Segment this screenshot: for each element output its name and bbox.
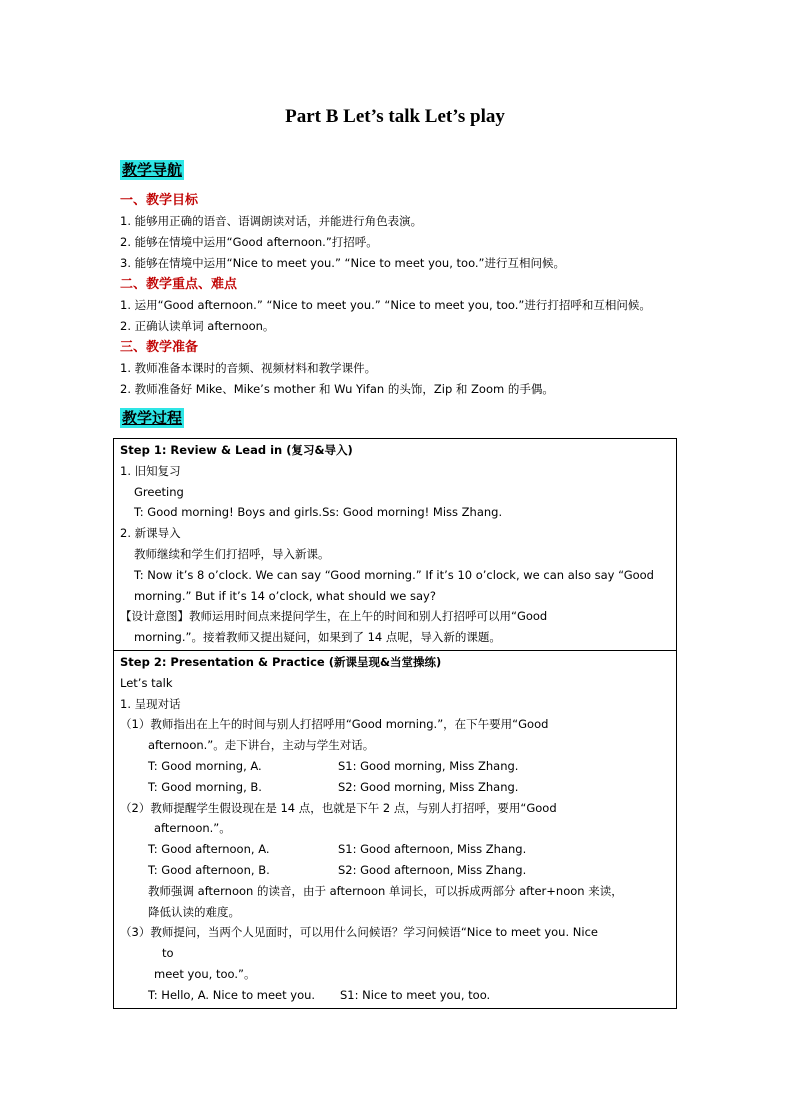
dialog-line: T: Good afternoon, B. S2: Good afternoon, Miss Zhang. <box>148 862 527 877</box>
nav-heading: 教学导航 <box>122 161 183 179</box>
goals-section <box>120 190 680 400</box>
step1-dialog1: T: Good morning! Boys and girls.Ss: Good morning! Miss Zhang. <box>134 505 503 520</box>
step2-p2c: 教师强调 afternoon 的读音，由于 afternoon 单词长，可以拆成两部分 after+noon 来读， <box>148 883 623 898</box>
goal-item: 1. 能够用正确的语音、语调朗读对话，并能进行角色表演。 <box>120 214 423 228</box>
process-heading: 教学过程 <box>122 409 183 427</box>
step1-sub1: 1. 旧知复习 <box>120 463 181 478</box>
dialog-line: T: Good morning, B. S2: Good morning, Miss Zhang. <box>148 779 519 794</box>
step1-intro: 教师继续和学生们打招呼，导入新课。 <box>134 546 330 561</box>
step2-cell <box>114 650 677 1008</box>
step2-p2a: （2）教师提醒学生假设现在是 14 点，也就是下午 2 点，与别人打招呼，要用“Good <box>120 800 557 815</box>
step1-dialog2a: T: Now it’s 8 o’clock. We can say “Good morning.” If it’s 10 o’clock, we can also say “Good <box>134 567 654 582</box>
step1-design-a: 【设计意图】教师运用时间点来提问学生，在上午的时间和别人打招呼可以用“Good <box>120 609 548 624</box>
preparation-item: 1. 教师准备本课时的音频、视频材料和教学课件。 <box>120 361 377 375</box>
process-table <box>113 438 677 1009</box>
step2-p2d: 降低认读的难度。 <box>148 904 240 919</box>
page-title: Part B Let’s talk Let’s play <box>285 106 505 127</box>
step2-p1b: afternoon.”。走下讲台，主动与学生对话。 <box>148 738 375 753</box>
preparation-item: 2. 教师准备好 Mike、Mike’s mother 和 Wu Yifan 的头饰，Zip 和 Zoom 的手偶。 <box>120 382 554 396</box>
key-points-heading: 二、教学重点、难点 <box>120 277 238 292</box>
table-row <box>114 650 677 1008</box>
goals-heading: 一、教学目标 <box>120 193 199 208</box>
step2-p3b: to <box>162 946 174 961</box>
step2-p3c: meet you, too.”。 <box>154 966 256 981</box>
step2-p2b: afternoon.”。 <box>154 821 231 836</box>
step1-heading: Step 1: Review & Lead in (复习&导入) <box>120 443 353 457</box>
dialog-line: T: Good afternoon, A. S1: Good afternoon, Miss Zhang. <box>148 842 527 857</box>
preparation-heading: 三、教学准备 <box>120 340 199 355</box>
table-row <box>114 439 677 651</box>
step2-sub1: 1. 呈现对话 <box>120 696 181 711</box>
step2-heading: Step 2: Presentation & Practice (新课呈现&当堂操练) <box>120 654 442 669</box>
dialog-line: T: Good morning, A. S1: Good morning, Miss Zhang. <box>148 758 519 773</box>
step2-p1a: （1）教师指出在上午的时间与别人打招呼用“Good morning.”，在下午要用“Good <box>120 717 549 732</box>
step1-design-b: morning.”。接着教师又提出疑问，如果到了 14 点呢，导入新的课题。 <box>134 630 501 645</box>
goal-item: 3. 能够在情境中运用“Nice to meet you.” “Nice to meet you, too.”进行互相问候。 <box>120 256 566 270</box>
step1-dialog2b: morning.” But if it’s 14 o’clock, what should we say? <box>134 588 436 603</box>
goal-item: 2. 能够在情境中运用“Good afternoon.”打招呼。 <box>120 235 378 249</box>
step2-p3a: （3）教师提问，当两个人见面时，可以用什么问候语？学习问候语“Nice to meet you. Nice <box>120 925 598 940</box>
step2-lets-talk: Let’s talk <box>120 675 173 690</box>
step1-sub2: 2. 新课导入 <box>120 526 181 541</box>
dialog-line: T: Hello, A. Nice to meet you. S1: Nice to meet you, too. <box>148 987 491 1002</box>
key-point-item: 2. 正确认读单词 afternoon。 <box>120 319 275 333</box>
key-point-item: 1. 运用“Good afternoon.” “Nice to meet you.” “Nice to meet you, too.”进行打招呼和互相问候。 <box>120 298 651 312</box>
step1-greeting: Greeting <box>134 484 184 499</box>
step1-cell <box>114 439 677 651</box>
